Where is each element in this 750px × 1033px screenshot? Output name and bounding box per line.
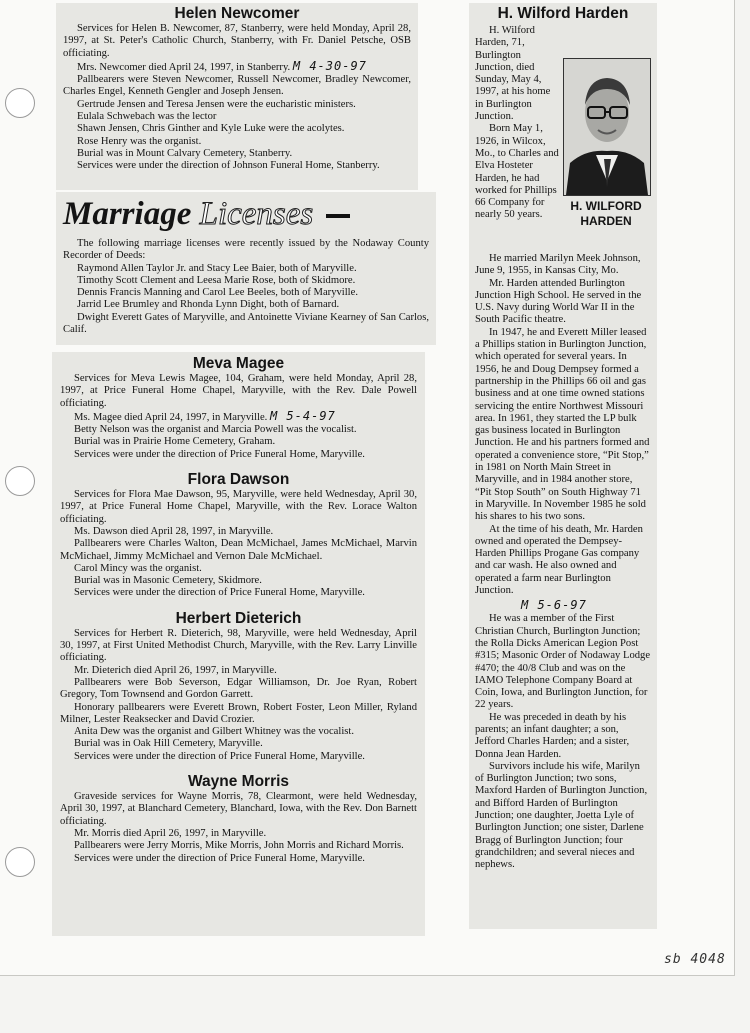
license-entry: Timothy Scott Clement and Leesa Marie Rose, both of Skidmore. [77,274,356,286]
obituary-paragraph: Services for Flora Mae Dawson, 95, Maryville, were held Wednesday, April 30, 1997, at Price Funeral Home Chapel, Maryville, with the Rev. Lorace Walton officiating. [60,489,417,525]
obituary-paragraph: Services for Meva Lewis Magee, 104, Graham, were held Monday, April 28, 1997, at Price Funeral Home Chapel, Maryville, with the Rev. Dale Powell officiating. [60,373,417,409]
marriage-licenses-heading [63,192,429,238]
photo-caption: H. WILFORD HARDEN [570,199,642,228]
binder-hole [5,847,35,877]
handwritten-date-note: M 5-4-97 [269,408,336,423]
obituary-paragraph: Services were under the direction of Johnson Funeral Home, Stanberry. [77,160,380,172]
binder-hole [5,88,35,118]
obituary-paragraph: Pallbearers were Jerry Morris, Mike Morris, John Morris and Richard Morris. [74,840,404,852]
obituary-paragraph: Ms. Magee died April 24, 1997, in Maryville. [74,411,268,423]
obituary-heading: Meva Magee [192,355,285,372]
obituary-paragraph: Mr. Dieterich died April 26, 1997, in Maryville. [74,664,277,676]
obituary-paragraph: Carol Mincy was the organist. [74,562,202,574]
obituary-paragraph-with-note [63,60,411,74]
obituary-heading: Wayne Morris [187,773,290,791]
obituary-paragraph: Services for Herbert R. Dieterich, 98, Maryville, were held Wednesday, April 30, 1997, at First United Methodist Church, Maryville, with the Rev. Larry Linville officiating. [60,627,417,664]
obituary-paragraph: Survivors include his wife, Marilyn of Burlington Junction; two sons, Maxford Harden of Burlington Junction, and Bifford Harden of Burlington Junction; one daughter, Joetta Lyle of Burlington Junction; one sister, Darlene Bragg of Burlington Junction; four grandchildren; and several nieces and nephews. [475,760,648,871]
obituary-paragraph: Services were under the direction of Price Funeral Home, Maryville. [74,587,365,599]
license-entry: Raymond Allen Taylor Jr. and Stacy Lee Baier, both of Maryville. [77,262,357,274]
binder-hole [5,466,35,496]
obituary-h-wilford-harden [469,3,657,929]
harden-main-column [475,253,651,872]
obituary-paragraph: Services for Helen B. Newcomer, 87, Stanberry, were held Monday, April 28, 1997, at St. Peter's Catholic Church, Stanberry, with Fr. Daniel Petsche, OSB officiating. [63,23,411,59]
obituary-heading: Helen Newcomer [174,5,300,22]
obituary-paragraph: Gertrude Jensen and Teresa Jensen were the eucharistic ministers. [77,98,356,110]
license-entry: Jarrid Lee Brumley and Rhonda Lynn Dight, both of Barnard. [77,299,340,311]
obituary-paragraph: He was preceded in death by his parents; an infant daughter; a son, Jefford Charles Harden; and a sister, Donna Jean Harden. [475,711,630,760]
heading-dash [326,214,350,218]
obituary-heading: Flora Dawson [187,471,290,489]
obituary-paragraph: Burial was in Mount Calvary Cemetery, Stanberry. [77,147,293,159]
obituary-paragraph: Pallbearers were Bob Severson, Edgar Williamson, Dr. Joe Ryan, Robert Gregory, Tom Townsend and Gordon Garrett. [60,676,417,701]
obituary-paragraph: Pallbearers were Charles Walton, Dean McMichael, James McMichael, Marvin McMichael, Jimmy McMichael and Vernon Dale McMichael. [60,538,417,562]
obituary-paragraph: Born May 1, 1926, in Wilcox, Mo., to Charles and Elva Hosteter Harden, he had worked for Phillips 66 Company for nearly 50 years. [475,123,559,221]
handwritten-page-number: sb 4048 [664,952,726,967]
obituary-herbert-dieterich [60,609,417,763]
obituary-paragraph: Services were under the direction of Price Funeral Home, Maryville. [74,750,365,762]
obituary-heading: Herbert Dieterich [175,609,302,627]
obituary-paragraph: He married Marilyn Meek Johnson, June 9, 1955, in Kansas City, Mo. [475,253,641,277]
obituary-paragraph: Anita Dew was the organist and Gilbert Whitney was the vocalist. [74,726,354,738]
license-entry: Dennis Francis Manning and Carol Lee Beeles, both of Maryville. [77,287,358,299]
obituary-paragraph: Services were under the direction of Price Funeral Home, Maryville. [74,448,365,460]
heading-word-licenses: Licenses [199,196,314,232]
license-entry: Dwight Everett Gates of Maryville, and Antoinette Viviane Kearney of San Carlos, Calif. [63,311,429,336]
obituary-paragraph: Eulala Schwebach was the lector [77,111,217,123]
handwritten-date-note: M 5-6-97 [521,598,587,613]
portrait-illustration [564,59,650,195]
obituaries-left-column [52,352,425,936]
obituary-wayne-morris [60,772,417,865]
obituary-paragraph: Burial was in Oak Hill Cemetery, Maryville. [74,738,263,750]
obituary-paragraph: Burial was in Prairie Home Cemetery, Graham. [74,436,276,448]
obituary-paragraph: Ms. Dawson died April 28, 1997, in Maryville. [74,525,274,537]
obituary-paragraph: Services were under the direction of Price Funeral Home, Maryville. [74,852,365,864]
obituary-paragraph: Mrs. Newcomer died April 24, 1997, in Stanberry. [77,61,291,73]
obituary-paragraph: In 1947, he and Everett Miller leased a Phillips station in Burlington Junction, which operated for several years. In 1956, he and Doug Dempsey formed a partnership in the Phillips 66 oil and gas business and at one time owned stations servicing the entire Northwest Missouri area. In 1961, they started the LP bulk gas business located in Burlington Junction. He and his partners formed and operated a convenience store, “Pit Stop,” in 1981 on North Main Street in Maryville, and in 1984 another store, “Pit Stop South” on South Highway 71 in Maryville. In November 1985 he sold his shares to his two sons. [475,326,650,523]
harden-intro-column [475,25,561,222]
obituary-flora-dawson [60,470,417,600]
obituary-paragraph: He was a member of the First Christian Church, Burlington Junction; the Rolla Dicks American Legion Post #315; Masonic Order of Nodaway Lodge #470; the 40/8 Club and was on the IAMO Telephone Company Board at Coin, Iowa, and Burlington Junction, for 22 years. [475,613,651,711]
marriage-licenses-clipping [56,192,436,345]
obituary-paragraph: H. Wilford Harden, 71, Burlington Junction, died Sunday, May 4, 1997, at his home in Burlington Junction. [475,25,551,123]
handwritten-date-note: M 4-30-97 [292,58,367,73]
portrait-photo [563,58,651,196]
licenses-intro: The following marriage licenses were recently issued by the Nodaway County Recorder of Deeds: [63,238,429,262]
obituary-paragraph: Honorary pallbearers were Everett Brown, Robert Foster, Leon Miller, Ryland Milner, Lester Reaksecker and David Crozier. [60,701,417,725]
obituary-paragraph: Mr. Harden attended Burlington Junction High School. He served in the U.S. Navy during World War II in the South Pacific theatre. [475,277,642,326]
obituary-paragraph: Rose Henry was the organist. [77,135,202,147]
obituary-paragraph-with-note [60,410,417,424]
obituary-paragraph: Pallbearers were Steven Newcomer, Russell Newcomer, Bradley Newcomer, Charles Engel, Kenneth Gengler and Joseph Jensen. [63,74,411,98]
obituary-paragraph: Burial was in Masonic Cemetery, Skidmore. [74,575,262,587]
obituary-paragraph: At the time of his death, Mr. Harden owned and operated the Dempsey-Harden Phillips Progane Gas company and car wash. He also owned and operated a farm near Burlington Junction. [475,523,643,597]
obituary-heading: H. Wilford Harden [497,5,629,22]
obituary-paragraph: Graveside services for Wayne Morris, 78, Clearmont, were held Wednesday, April 30, 1997, at Blanchard Cemetery, Blanchard, Iowa, with the Rev. Don Barnett officiating. [60,791,417,827]
obituary-meva-magee [60,354,417,461]
heading-word-marriage: Marriage [63,196,192,232]
obituary-paragraph: Mr. Morris died April 26, 1997, in Maryville. [74,827,267,839]
obituary-helen-newcomer [56,3,418,190]
obituary-paragraph: Betty Nelson was the organist and Marcia Powell was the vocalist. [74,424,357,436]
obituary-paragraph: Shawn Jensen, Chris Ginther and Kyle Luke were the acolytes. [77,123,345,135]
